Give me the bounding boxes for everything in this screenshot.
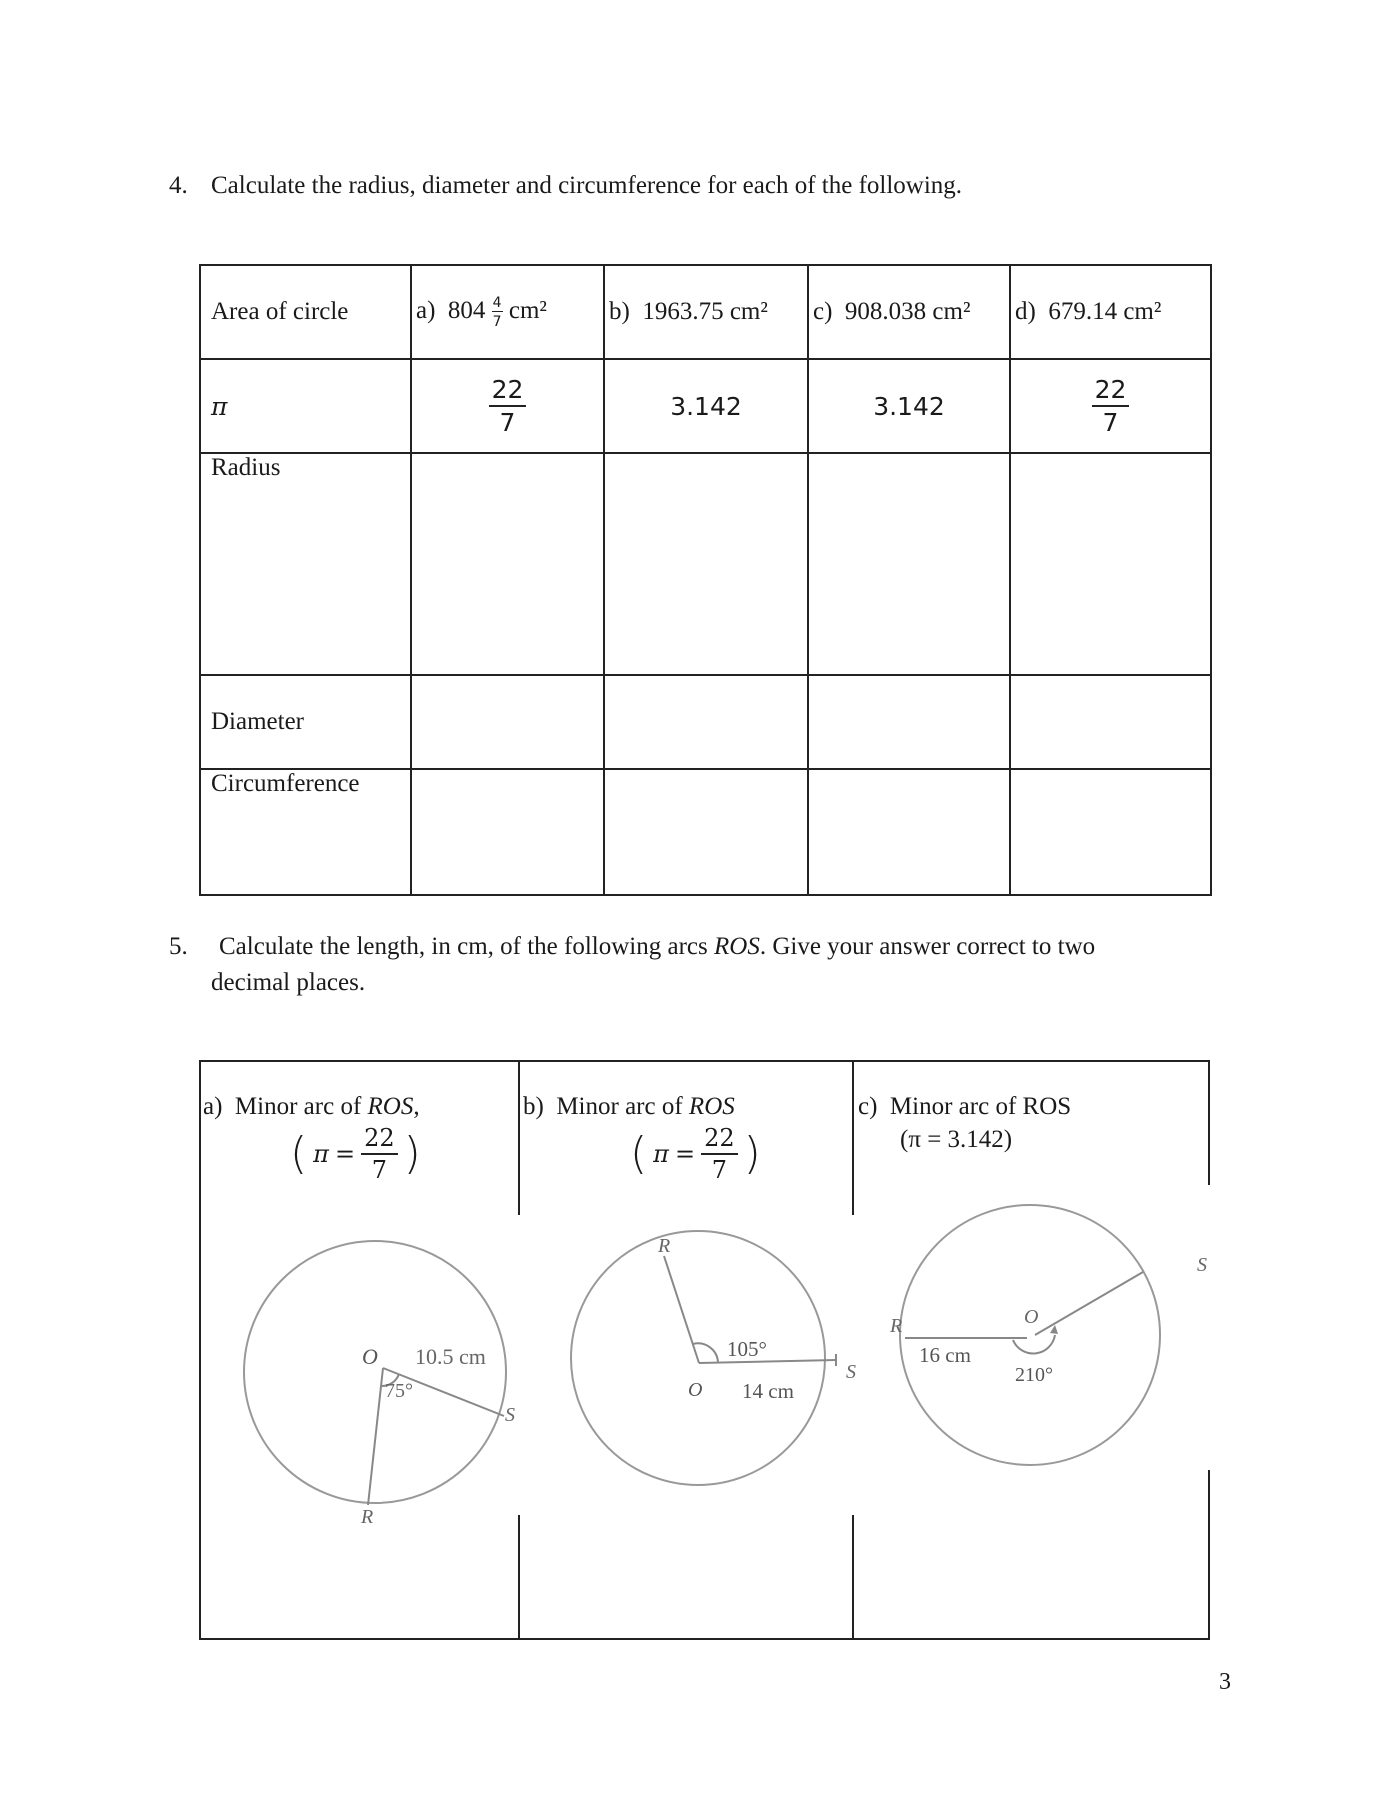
answer-cell[interactable]	[1010, 453, 1211, 675]
table-row-radius	[200, 453, 1211, 675]
point-o: O	[688, 1379, 703, 1401]
answer-cell[interactable]	[604, 675, 808, 769]
arc-cell-a-label	[203, 1091, 420, 1124]
point-s: S	[505, 1404, 515, 1426]
row-label-diameter: Diameter	[200, 675, 411, 769]
table-row-pi	[200, 359, 1211, 453]
cell-area-d	[1010, 265, 1211, 359]
question-text: Calculate the radius, diameter and circumference for each of the following.	[211, 172, 963, 199]
cell-pi-a	[411, 359, 604, 453]
page-number: 3	[1219, 1669, 1231, 1695]
paren-right: )	[403, 1128, 421, 1179]
cell-pi-d	[1010, 359, 1211, 453]
question-text-line2: decimal places.	[211, 969, 366, 997]
circle-diagram-c	[890, 1195, 1220, 1475]
question-number: 5.	[169, 933, 188, 960]
equals-sign: =	[674, 1140, 696, 1168]
point-o: O	[362, 1344, 378, 1369]
answer-cell[interactable]	[411, 453, 604, 675]
arc-cell-c-label	[858, 1091, 1071, 1156]
row-label-pi: π	[200, 359, 411, 453]
table-row-area	[200, 265, 1211, 359]
answer-cell[interactable]	[1010, 675, 1211, 769]
question-5	[169, 929, 1229, 1002]
question-4	[169, 168, 962, 204]
answer-cell[interactable]	[411, 675, 604, 769]
question-text-end: . Give your answer correct to two	[759, 933, 1096, 960]
spacer	[694, 1330, 696, 1334]
radius-line-os	[1035, 1272, 1143, 1335]
point-r: R	[890, 1315, 903, 1337]
column-label-c: c)	[813, 298, 833, 325]
radius-label: 16 cm	[919, 1343, 971, 1367]
point-o: O	[1024, 1306, 1039, 1328]
area-a-unit: cm²	[508, 296, 547, 324]
cell-text-b: Minor arc of	[556, 1093, 689, 1120]
pi-fraction: $\frac{22}{7}$	[361, 1126, 398, 1182]
cell-italic-b: ROS	[688, 1093, 735, 1120]
angle-label: 210°	[1015, 1364, 1053, 1386]
circle-outline	[900, 1205, 1160, 1465]
cell-area-b	[604, 265, 808, 359]
area-a-fraction: $\frac{4}{7}$	[492, 294, 502, 330]
area-c-value: 908.038	[844, 298, 927, 325]
cell-text-a: Minor arc of	[234, 1093, 368, 1120]
equals-sign: =	[334, 1140, 356, 1168]
row-label-area: Area of circle	[200, 265, 411, 359]
cell-italic-a: ROS	[367, 1093, 414, 1120]
point-s: S	[846, 1361, 856, 1383]
answer-cell[interactable]	[808, 675, 1010, 769]
point-r: R	[658, 1235, 671, 1257]
column-label-a: a)	[416, 296, 436, 324]
point-s: S	[1197, 1254, 1207, 1276]
row-label-radius: Radius	[200, 453, 411, 675]
table-row-diameter	[200, 675, 1211, 769]
question-text: Calculate the length, in cm, of the following arcs	[219, 933, 714, 960]
question-text-italic: ROS	[714, 933, 760, 960]
area-b-unit: cm²	[729, 298, 768, 325]
cell-area-c	[808, 265, 1010, 359]
pi-fraction-d: $\frac{22}{7}$	[1092, 377, 1130, 435]
radius-label: 14 cm	[742, 1379, 794, 1403]
column-label-b: b)	[609, 298, 630, 325]
pi-fraction-a: $\frac{22}{7}$	[489, 377, 527, 435]
pi-symbol: π	[313, 1140, 329, 1168]
cell-suffix-a: ,	[413, 1093, 420, 1120]
radius-line-or	[664, 1256, 699, 1363]
radius-line-os	[699, 1360, 836, 1363]
area-d-value: 679.14	[1048, 298, 1118, 325]
pi-symbol: π	[653, 1140, 669, 1168]
column-label-d: d)	[1015, 298, 1036, 325]
answer-cell[interactable]	[604, 453, 808, 675]
cell-area-a	[411, 265, 604, 359]
paren-left: (	[630, 1128, 648, 1179]
answer-cell[interactable]	[411, 769, 604, 895]
circle-outline	[244, 1241, 506, 1503]
cell-pi-c: 3.142	[808, 359, 1010, 453]
circle-diagram-a	[240, 1220, 525, 1528]
area-a-whole: 804	[447, 296, 486, 324]
arc-cell-b-label	[523, 1091, 735, 1124]
pi-line-c: (π = 3.142)	[900, 1125, 1013, 1153]
cell-label-c: c)	[858, 1093, 878, 1120]
cell-text-c: Minor arc of ROS	[889, 1093, 1072, 1120]
paren-right: )	[743, 1128, 761, 1179]
area-d-unit: cm²	[1123, 298, 1162, 325]
cell-label-a: a)	[203, 1093, 223, 1120]
cell-pi-b: 3.142	[604, 359, 808, 453]
point-r: R	[361, 1506, 374, 1528]
cell-label-b: b)	[523, 1093, 544, 1120]
radius-line-or	[368, 1368, 383, 1505]
answer-cell[interactable]	[808, 453, 1010, 675]
answer-cell[interactable]	[808, 769, 1010, 895]
pi-expression-b	[630, 1126, 761, 1182]
table-row-circumference	[200, 769, 1211, 895]
area-b-value: 1963.75	[642, 298, 724, 325]
answer-cell[interactable]	[604, 769, 808, 895]
angle-label: 105°	[727, 1337, 767, 1361]
answer-cell[interactable]	[1010, 769, 1211, 895]
question-number: 4.	[169, 172, 188, 199]
row-label-circumference: Circumference	[200, 769, 411, 895]
area-c-unit: cm²	[932, 298, 971, 325]
circle-table	[199, 264, 1212, 896]
pi-expression-a	[290, 1126, 421, 1182]
angle-label: 75°	[385, 1380, 413, 1402]
pi-fraction: $\frac{22}{7}$	[701, 1126, 738, 1182]
circle-diagram-b	[565, 1226, 870, 1496]
paren-left: (	[290, 1128, 308, 1179]
radius-label: 10.5 cm	[415, 1344, 486, 1369]
